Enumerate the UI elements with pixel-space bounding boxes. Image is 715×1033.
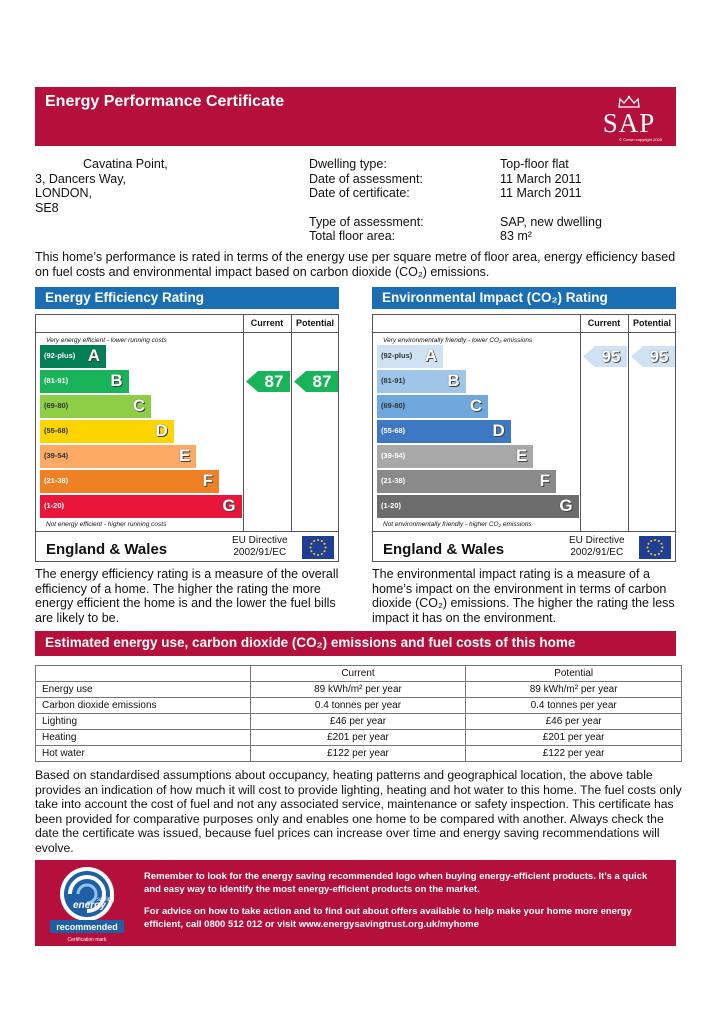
rating-band-b (40, 370, 129, 393)
row-label: Heating (36, 730, 251, 746)
env-rating-title: Environmental Impact (CO₂) Rating (372, 287, 676, 309)
band-range-label: (92-plus) (381, 351, 413, 360)
estimates-table (35, 665, 682, 762)
potential-rating-value: 87 (312, 372, 332, 391)
region-label: England & Wales (46, 541, 168, 558)
band-range-label: (39-54) (381, 451, 406, 460)
current-column-header: Current (250, 318, 284, 328)
band-range-label: (55-68) (44, 426, 69, 435)
rating-band-b (377, 370, 466, 393)
eu-flag-icon (639, 536, 671, 559)
current-rating-value: 87 (264, 372, 284, 391)
row-potential-value: 0.4 tonnes per year (466, 698, 682, 714)
band-letter: F (202, 471, 213, 490)
band-letter: B (110, 371, 123, 390)
table-row (36, 730, 682, 746)
eu-directive (569, 535, 625, 559)
row-potential-value: £46 per year (466, 714, 682, 730)
floor-area-label: Total floor area: (309, 229, 396, 243)
table-header-current: Current (250, 666, 466, 682)
row-current-value: £46 per year (250, 714, 466, 730)
sap-copyright: © Crown copyright 2005 (619, 137, 662, 142)
eu-flag-icon (302, 536, 334, 559)
intro-text: This home’s performance is rated in terms of the energy use per square metre of floor area, energy efficiency based on fuel costs and environmental impact based on carbon dioxide (CO₂) emissions. (35, 250, 676, 279)
rating-band-d (377, 420, 511, 443)
env-rating-description: The environmental impact rating is a measure of a home’s impact on the environment in terms of carbon dioxide (CO₂) emissions. The higher the rating the less impact it has on the environment. (372, 567, 675, 625)
banner-line-2: For advice on how to take action and to find out about offers available to help make your home more energy efficient, call 0800 512 012 or visit www.energysavingtrust.org.uk/myhome (144, 906, 632, 930)
row-current-value: £201 per year (250, 730, 466, 746)
potential-column-header: Potential (295, 318, 334, 328)
rating-band-g (40, 495, 242, 518)
estimates-notes: Based on standardised assumptions about occupancy, heating patterns and geographical location, the above table provides an indication of how much it will cost to provide lighting, heating and hot water to this home. The fuel costs only take into account the cost of fuel and not any associated service, maintenance or safety inspection. This certificate has been provided for comparative purposes only and enables one home to be compared with another. Always check the date the certificate was issued, because fuel prices can increase over time and energy saving recommendations will evolve. (35, 768, 682, 855)
energy-rating-description: The energy efficiency rating is a measure of the overall efficiency of a home. The higher the rating the more energy efficient the home is and the lower the fuel bills are likely to be. (35, 567, 339, 625)
band-letter: D (155, 421, 168, 440)
top-note: Very environmentally friendly - lower CO₂ emissions (383, 337, 533, 344)
band-range-label: (69-80) (44, 401, 69, 410)
current-column-header: Current (587, 318, 621, 328)
address-line: LONDON, (35, 186, 92, 200)
directive-line: 2002/91/EC (570, 547, 624, 558)
rating-band-f (377, 470, 556, 493)
table-header-blank (36, 666, 251, 682)
rating-band-e (40, 445, 196, 468)
rating-band-a (377, 345, 443, 368)
detail-values (500, 157, 602, 244)
logo-caption: Certification mark (67, 937, 107, 943)
band-range-label: (21-38) (381, 476, 406, 485)
sap-logo-text: SAP (602, 108, 656, 138)
row-potential-value: £201 per year (466, 730, 682, 746)
row-label: Energy use (36, 682, 251, 698)
band-range-label: (1-20) (381, 501, 402, 510)
sap-logo (596, 95, 662, 143)
band-range-label: (81-91) (381, 376, 406, 385)
rating-band-g (377, 495, 579, 518)
row-potential-value: £122 per year (466, 746, 682, 762)
band-letter: E (516, 446, 528, 465)
bottom-note: Not environmentally friendly - higher CO₂ emissions (383, 521, 532, 528)
energy-rating-chart (35, 314, 339, 562)
bottom-note: Not energy efficient - higher running costs (46, 521, 167, 528)
date-certificate-value: 11 March 2011 (500, 186, 582, 200)
detail-labels (309, 157, 424, 244)
row-label: Lighting (36, 714, 251, 730)
rating-band-f (40, 470, 219, 493)
band-letter: C (132, 396, 146, 415)
certificate-header (35, 87, 676, 146)
band-range-label: (39-54) (44, 451, 69, 460)
table-row (36, 698, 682, 714)
certificate-title: Energy Performance Certificate (45, 93, 285, 110)
rating-band-a (40, 345, 106, 368)
dwelling-type-label: Dwelling type: (309, 157, 387, 171)
logo-energy-text: energy (73, 900, 106, 911)
dwelling-type-value: Top-floor flat (500, 157, 569, 171)
table-header-potential: Potential (466, 666, 682, 682)
band-range-label: (1-20) (44, 501, 65, 510)
address-line: 3, Dancers Way, (35, 171, 126, 186)
assessment-type-label: Type of assessment: (309, 214, 424, 229)
band-letter: A (87, 346, 100, 365)
crown-icon (617, 95, 641, 109)
band-range-label: (92-plus) (44, 351, 76, 360)
directive-line: EU Directive (232, 535, 288, 546)
band-letter: F (539, 471, 550, 490)
row-label: Carbon dioxide emissions (36, 698, 251, 714)
directive-line: 2002/91/EC (233, 547, 287, 558)
floor-area-value: 83 m² (500, 229, 532, 243)
rating-band-d (40, 420, 174, 443)
date-assessment-label: Date of assessment: (309, 171, 423, 186)
region-label: England & Wales (383, 541, 505, 558)
row-current-value: 0.4 tonnes per year (250, 698, 466, 714)
table-row (36, 746, 682, 762)
row-potential-value: 89 kWh/m² per year (466, 682, 682, 698)
eu-directive (232, 535, 288, 559)
address-line: SE8 (35, 200, 59, 215)
table-row (36, 682, 682, 698)
env-rating-chart (372, 314, 676, 562)
band-letter: G (222, 496, 236, 515)
rating-band-c (40, 395, 151, 418)
potential-column-header: Potential (632, 318, 671, 328)
table-header-row (36, 666, 682, 682)
row-current-value: 89 kWh/m² per year (250, 682, 466, 698)
band-range-label: (21-38) (44, 476, 69, 485)
date-certificate-label: Date of certificate: (309, 186, 410, 200)
property-address (35, 157, 168, 215)
banner-line-1: Remember to look for the energy saving recommended logo when buying energy-efficient products. It’s a quick and easy way to identify the most energy-efficient products on the market. (144, 871, 648, 895)
address-line: Cavatina Point, (83, 157, 168, 171)
band-range-label: (81-91) (44, 376, 69, 385)
rating-band-c (377, 395, 488, 418)
table-row (36, 714, 682, 730)
estimates-title: Estimated energy use, carbon dioxide (CO₂) emissions and fuel costs of this home (35, 631, 676, 656)
energy-rating-title: Energy Efficiency Rating (35, 287, 339, 309)
logo-recommended-text: recommended (56, 922, 118, 932)
potential-rating-value: 95 (649, 347, 669, 366)
rating-band-e (377, 445, 533, 468)
row-current-value: £122 per year (250, 746, 466, 762)
band-letter: B (447, 371, 460, 390)
logo-saving-text: saving (97, 897, 115, 903)
date-assessment-value: 11 March 2011 (500, 171, 582, 186)
band-range-label: (69-80) (381, 401, 406, 410)
band-range-label: (55-68) (381, 426, 406, 435)
row-label: Hot water (36, 746, 251, 762)
band-letter: A (424, 346, 437, 365)
energy-saving-banner (35, 860, 676, 946)
banner-text (144, 871, 664, 931)
top-note: Very energy efficient - lower running costs (46, 337, 167, 344)
band-letter: C (469, 396, 483, 415)
directive-line: EU Directive (569, 535, 625, 546)
band-letter: G (559, 496, 573, 515)
current-rating-value: 95 (601, 347, 621, 366)
band-letter: E (179, 446, 191, 465)
assessment-type-value: SAP, new dwelling (500, 214, 602, 229)
band-letter: D (492, 421, 505, 440)
energy-saving-recommended-logo (42, 864, 132, 944)
